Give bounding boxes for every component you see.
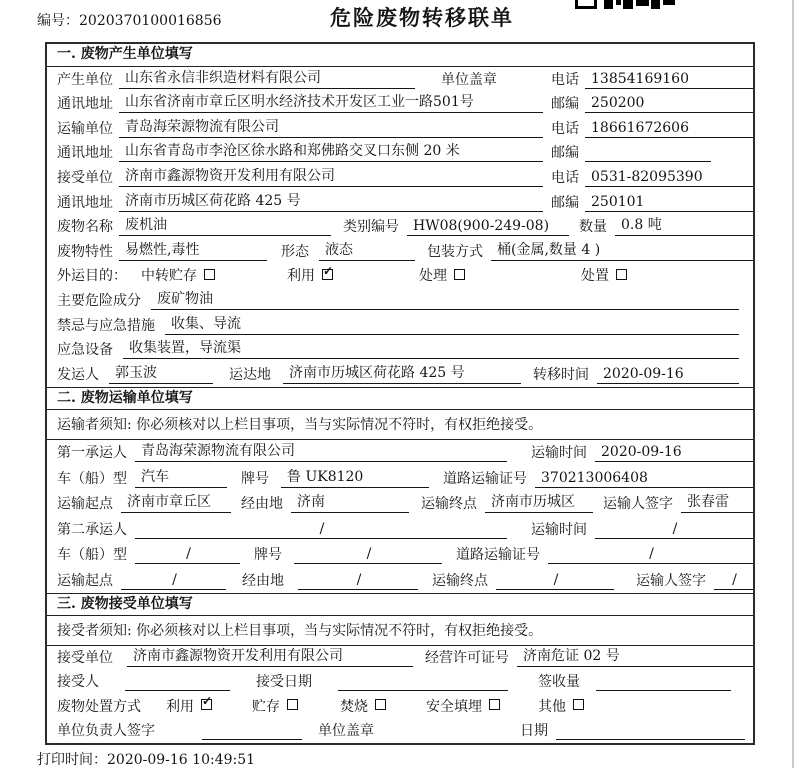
origin1-value: 济南市章丘区 — [121, 491, 231, 513]
option-label: 处理 — [419, 268, 447, 285]
category-value: HW08(900-249-08) — [407, 218, 569, 236]
equipment-label: 应急设备 — [57, 342, 113, 359]
date-label: 日期 — [520, 722, 548, 739]
manager-sign-value — [202, 738, 302, 740]
vehicle1-row — [47, 465, 753, 491]
acceptor-label: 接受人 — [57, 674, 99, 691]
option-label: 焚烧 — [340, 698, 368, 715]
plate2-value: / — [294, 546, 442, 564]
origin2-value: / — [121, 572, 226, 590]
disposal-option-utilize — [166, 696, 212, 716]
end1-label: 运输终点 — [421, 496, 477, 513]
receiver-row — [47, 165, 753, 190]
equipment-value: 收集装置，导流渠 — [123, 337, 739, 359]
section2-notice: 运输者须知: 你必须核对以上栏目事项，当与实际情况不符时，有权拒绝接受。 — [47, 410, 753, 440]
manager-sign-row — [47, 719, 753, 743]
zip1-value: 250200 — [585, 95, 753, 113]
phone1-value: 13854169160 — [585, 71, 753, 89]
acceptor-value — [125, 689, 230, 691]
addr3-value: 济南市历城区荷花路 425 号 — [119, 190, 543, 212]
producer-label: 产生单位 — [57, 71, 113, 88]
accept-unit-row — [47, 646, 753, 670]
acceptor-row — [47, 670, 753, 694]
zip2-label: 邮编 — [551, 145, 579, 162]
via2-label: 经由地 — [242, 572, 284, 589]
category-label: 类别编号 — [343, 219, 399, 236]
vehicle1-label: 车（船）型 — [57, 470, 127, 487]
disposal-option-store — [252, 696, 298, 716]
date-value — [556, 738, 745, 740]
section1-body — [47, 67, 753, 387]
zip2-value — [585, 160, 711, 162]
time2-label: 运输时间 — [531, 521, 587, 538]
section1-title: 一. 废物产生单位填写 — [47, 44, 753, 67]
via1-value: 济南 — [291, 491, 409, 513]
hazard-value: 废矿物油 — [151, 288, 739, 310]
via2-value: / — [298, 572, 418, 590]
transporter-value: 青岛海荣源物流有限公司 — [119, 116, 543, 138]
option-label: 利用 — [287, 268, 315, 285]
waste-props-row — [47, 239, 753, 264]
origin2-label: 运输起点 — [57, 572, 113, 589]
end2-label: 运输终点 — [432, 572, 488, 589]
disposal-row — [47, 694, 753, 718]
checkbox-icon — [489, 699, 500, 710]
transporter-row — [47, 116, 753, 141]
carrier1-label: 第一承运人 — [57, 445, 127, 462]
license2-value: / — [548, 546, 753, 564]
stamp-label: 单位盖章 — [441, 71, 497, 88]
receiver-label: 接受单位 — [57, 169, 113, 186]
phone2-label: 电话 — [551, 120, 579, 137]
addr2-value: 山东省青岛市李沧区徐水路和郑佛路交叉口东侧 20 米 — [119, 140, 543, 162]
checkbox-icon — [204, 269, 215, 280]
permit-label: 经营许可证号 — [425, 650, 509, 667]
disposal-option-other — [538, 696, 584, 716]
shipper-value: 郭玉波 — [109, 362, 213, 384]
checkbox-icon — [616, 269, 627, 280]
purpose-option-treat — [419, 265, 465, 285]
option-label: 其他 — [538, 698, 566, 715]
purpose-option-transfer-storage — [141, 265, 215, 285]
section2-body — [47, 440, 753, 593]
option-label: 贮存 — [252, 698, 280, 715]
end1-value: 济南市历城区 — [485, 491, 593, 513]
transfer-date-value: 2020-09-16 — [597, 366, 739, 384]
serial-label: 编号： — [37, 13, 79, 29]
carrier2-value: / — [135, 521, 507, 539]
quantity-value: 0.8 吨 — [615, 214, 753, 236]
qr-code-icon — [575, 0, 675, 10]
taboo-value: 收集、导流 — [165, 313, 739, 335]
shipper-label: 发运人 — [57, 366, 99, 383]
carrier1-row — [47, 440, 753, 466]
destination-value: 济南市历城区荷花路 425 号 — [283, 362, 521, 384]
sign1-label: 运输人签字 — [603, 496, 673, 513]
option-label: 处置 — [581, 268, 609, 285]
license2-label: 道路运输证号 — [456, 547, 540, 564]
form-label: 形态 — [281, 243, 309, 260]
section2-title: 二. 废物运输单位填写 — [47, 387, 753, 410]
option-label: 利用 — [166, 698, 194, 715]
checkbox-icon — [322, 269, 333, 280]
accept-unit-label: 接受单位 — [57, 650, 113, 667]
time2-value: / — [595, 521, 753, 539]
print-time-label: 打印时间： — [37, 752, 107, 768]
serial-value: 2020370100016856 — [79, 13, 222, 29]
addr1-label: 通讯地址 — [57, 96, 113, 113]
producer-address-row — [47, 92, 753, 117]
props-value: 易燃性,毒性 — [119, 239, 267, 261]
section3-body — [47, 646, 753, 743]
checkbox-icon — [573, 699, 584, 710]
plate1-label: 牌号 — [241, 470, 269, 487]
serial-number — [37, 10, 222, 30]
plate1-value: 鲁 UK8120 — [281, 466, 429, 488]
plate2-label: 牌号 — [254, 547, 282, 564]
receiver-address-row — [47, 190, 753, 215]
vehicle2-row — [47, 542, 753, 568]
end2-value: / — [496, 572, 614, 590]
license1-value: 370213006408 — [535, 470, 753, 488]
print-time — [37, 749, 255, 768]
page-edge-line — [792, 0, 794, 768]
manager-sign-label: 单位负责人签字 — [57, 722, 155, 739]
addr1-value: 山东省济南市章丘区明水经济技术开发区工业一路501号 — [119, 91, 543, 113]
transfer-date-label: 转移时间 — [533, 366, 589, 383]
license1-label: 道路运输证号 — [443, 470, 527, 487]
disposal-option-incinerate — [340, 696, 386, 716]
time1-value: 2020-09-16 — [595, 444, 753, 462]
vehicle1-value: 汽车 — [135, 466, 227, 488]
form-value: 液态 — [319, 239, 415, 261]
purpose-row — [47, 264, 753, 289]
sign1-value: 张春雷 — [681, 491, 753, 513]
packaging-value: 桶(金属,数量 4 ) — [491, 239, 753, 261]
unit-stamp-label: 单位盖章 — [318, 722, 374, 739]
taboo-label: 禁忌与应急措施 — [57, 317, 155, 334]
phone3-value: 0531-82095390 — [585, 169, 753, 187]
checkbox-icon — [454, 269, 465, 280]
taboo-row — [47, 313, 753, 338]
transporter-label: 运输单位 — [57, 120, 113, 137]
accept-date-value — [338, 689, 508, 691]
origin1-label: 运输起点 — [57, 496, 113, 513]
zip3-value: 250101 — [585, 194, 753, 212]
quantity-label: 数量 — [579, 219, 607, 236]
route2-row — [47, 567, 753, 593]
route1-row — [47, 491, 753, 517]
vehicle2-label: 车（船）型 — [57, 547, 127, 564]
phone3-label: 电话 — [551, 169, 579, 186]
purpose-option-utilize — [287, 265, 333, 285]
shipper-row — [47, 362, 753, 387]
props-label: 废物特性 — [57, 243, 113, 260]
print-time-value: 2020-09-16 10:49:51 — [107, 752, 256, 768]
disposal-option-landfill — [426, 696, 500, 716]
disposal-label: 废物处置方式 — [57, 698, 141, 715]
received-qty-label: 签收量 — [538, 674, 580, 691]
addr3-label: 通讯地址 — [57, 194, 113, 211]
option-label: 安全填埋 — [426, 698, 482, 715]
carrier1-value: 青岛海荣源物流有限公司 — [135, 440, 507, 462]
purpose-option-dispose — [581, 265, 627, 285]
carrier2-row — [47, 516, 753, 542]
form-title: 危险废物转移联单 — [330, 5, 514, 30]
hazard-row — [47, 288, 753, 313]
accept-unit-value: 济南市鑫源物资开发利用有限公司 — [127, 645, 413, 667]
transporter-address-row — [47, 141, 753, 166]
sign2-label: 运输人签字 — [636, 572, 706, 589]
via1-label: 经由地 — [241, 496, 283, 513]
checkbox-icon — [201, 699, 212, 710]
transfer-form-table — [45, 42, 755, 745]
addr2-label: 通讯地址 — [57, 145, 113, 162]
checkbox-icon — [287, 699, 298, 710]
phone2-value: 18661672606 — [585, 120, 753, 138]
sign2-value: / — [714, 572, 753, 590]
hazard-label: 主要危险成分 — [57, 292, 141, 309]
permit-value: 济南危证 02 号 — [517, 645, 753, 667]
equipment-row — [47, 338, 753, 363]
zip3-label: 邮编 — [551, 194, 579, 211]
accept-date-label: 接受日期 — [256, 674, 312, 691]
carrier2-label: 第二承运人 — [57, 521, 127, 538]
option-label: 中转贮存 — [141, 268, 197, 285]
waste-name-label: 废物名称 — [57, 219, 113, 236]
purpose-label: 外运目的： — [57, 268, 127, 285]
producer-row — [47, 67, 753, 92]
checkbox-icon — [375, 699, 386, 710]
received-qty-value — [596, 689, 731, 691]
zip1-label: 邮编 — [551, 96, 579, 113]
receiver-value: 济南市鑫源物资开发利用有限公司 — [119, 165, 543, 187]
packaging-label: 包装方式 — [427, 243, 483, 260]
phone1-label: 电话 — [551, 71, 579, 88]
waste-name-row — [47, 215, 753, 240]
destination-label: 运达地 — [229, 366, 271, 383]
waste-name-value: 废机油 — [119, 214, 331, 236]
producer-value: 山东省永信非织造材料有限公司 — [119, 67, 415, 89]
section3-title: 三. 废物接受单位填写 — [47, 593, 753, 616]
time1-label: 运输时间 — [531, 445, 587, 462]
vehicle2-value: / — [135, 546, 240, 564]
section3-notice: 接受者须知: 你必须核对以上栏目事项，当与实际情况不符时，有权拒绝接受。 — [47, 616, 753, 646]
